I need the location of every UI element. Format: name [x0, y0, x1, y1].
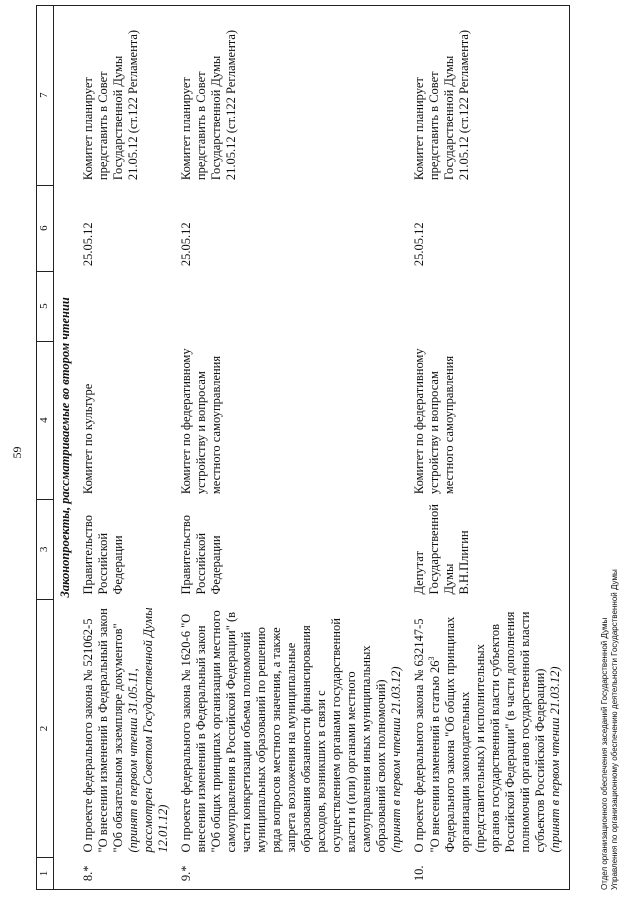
bill-title — [412, 605, 548, 853]
column-header: 1 — [37, 858, 54, 890]
committee: Комитет по культуре — [81, 383, 95, 495]
column-5-cell — [177, 271, 410, 341]
footer — [600, 569, 620, 890]
column-header: 7 — [37, 5, 54, 185]
action: Комитет планирует представить в Совет Государственной Думы 21.05.12 (ст.122 Регламента) — [79, 5, 177, 185]
bill-cell — [177, 600, 410, 858]
table-row — [410, 5, 570, 889]
bill-title: О проекте федерального закона № 521062-5 "О внесении изменений в Федеральный закон "Об обязательном экземпляре документов" — [81, 608, 125, 853]
bill-cell — [410, 600, 570, 858]
footer-line: Отдел организационного обеспечения заседаний Государственной Думы — [600, 617, 609, 890]
committee: Комитет по федеративному устройству и вопросам местного самоуправления — [410, 341, 570, 499]
column-header: 2 — [37, 600, 54, 858]
date: 25.05.12 — [410, 185, 570, 271]
action: Комитет планирует представить в Совет Государственной Думы 21.05.12 (ст.122 Регламента) — [177, 5, 410, 185]
bill-title-superscript: 3 — [427, 656, 436, 661]
row-number: 9.* — [177, 858, 410, 890]
column-header: 3 — [37, 499, 54, 599]
bill-note: (принят в первом чтении 21.03.12) — [548, 666, 563, 853]
table-row — [177, 5, 410, 889]
column-header: 5 — [37, 271, 54, 341]
column-5-cell — [410, 271, 570, 341]
bill-note: (принят в первом чтении 21.03.12) — [389, 666, 403, 853]
bill-title-part: О проекте федерального закона № 632147-5 "О внесении изменений в статью 26 — [412, 618, 443, 853]
initiator: Правительство Российской Федерации — [81, 515, 125, 595]
initiator: Депутат Государственной Думы В.Н.Плигин — [410, 499, 570, 599]
date: 25.05.12 — [179, 222, 193, 267]
footer-line: Управления по организационному обеспечению деятельности Государственной Думы — [610, 569, 619, 890]
bill-title-part: Федерального закона "Об общих принципах организации законодательных (представительных) и исполнительных органов государственной власти субъектов Российской Федерации" (в части дополнения полномочий органов государственной власти субъектов Российской Федерации) — [443, 611, 548, 853]
bill-title: О проекте федерального закона № 1620-6 "О внесении изменений в Федеральный закон "Об общих принципах организации местного самоуправления в Российской Федерации" (в части конкретизации объема полномочий муниципальных образований по решению ряда вопросов местного значения, а также запрета возложения на муниципальные образования обязанности финансирования расходов, возникших в связи с осуществлением органами государственной власти и (или) органами местного самоуправления иных муниципальных образований своих полномочий) — [179, 610, 388, 853]
initiator: Правительство Российской Федерации — [179, 515, 223, 595]
column-header: 6 — [37, 185, 54, 271]
bill-note: (принят в первом чтении 31.05.11, рассмотрен Советом Государственной Думы 12.01.12) — [126, 607, 170, 853]
date: 25.05.12 — [81, 222, 95, 267]
column-header: 4 — [37, 341, 54, 499]
section-heading-row — [54, 5, 80, 889]
column-header-row — [37, 5, 54, 889]
agenda-table — [36, 5, 570, 890]
action: Комитет планирует представить в Совет Государственной Думы 21.05.12 (ст.122 Регламента) — [410, 5, 570, 185]
committee: Комитет по федеративному устройству и вопросам местного самоуправления — [179, 348, 223, 495]
column-5-cell — [79, 271, 177, 341]
bill-cell — [79, 600, 177, 858]
section-heading: Законопроекты, рассматриваемые во втором чтении — [54, 5, 80, 889]
page-number: 59 — [10, 446, 24, 459]
table-row — [79, 5, 177, 889]
row-number: 10. — [410, 858, 570, 890]
row-number: 8.* — [79, 858, 177, 890]
